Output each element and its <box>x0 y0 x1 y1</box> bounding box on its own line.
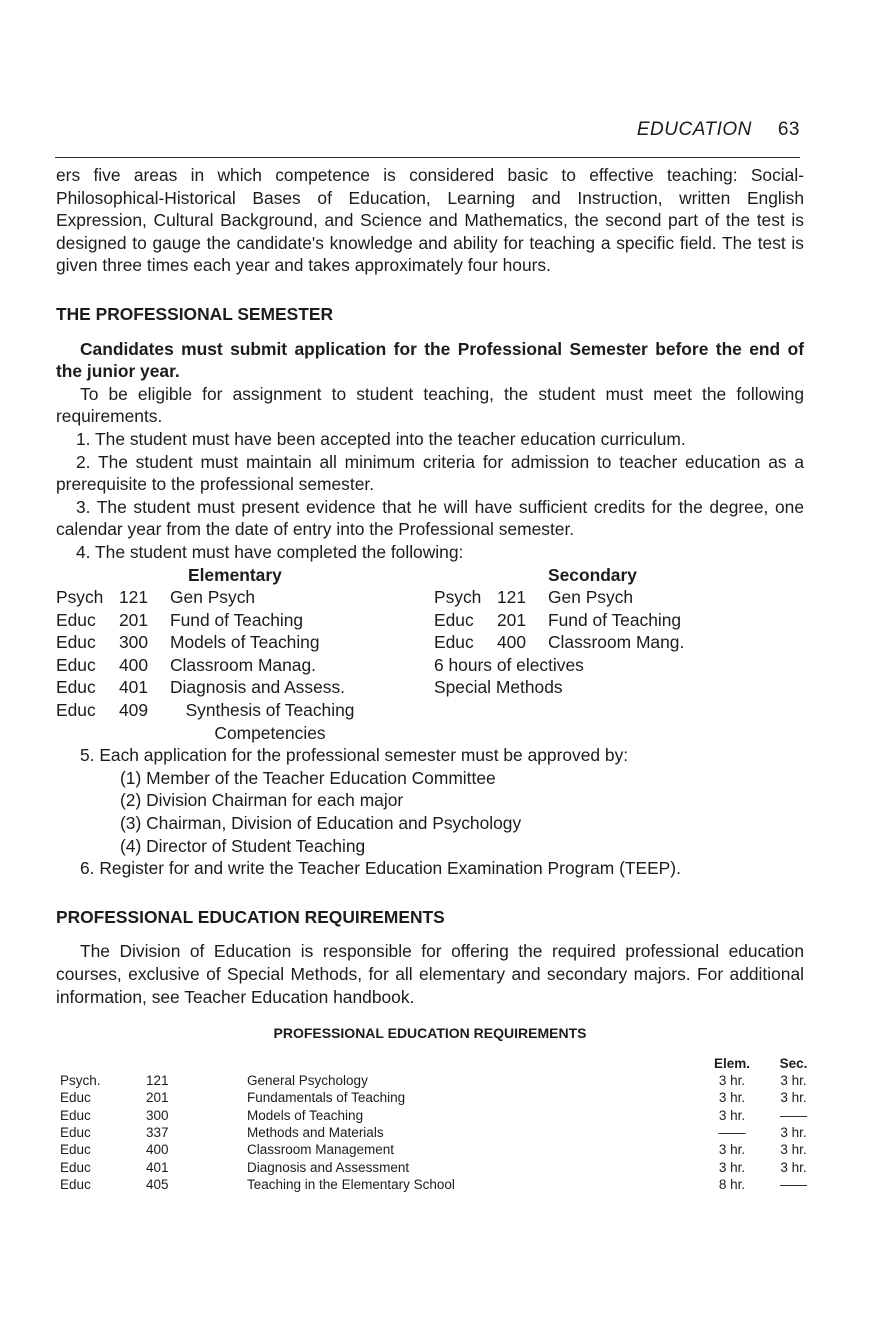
course-dept: Educ <box>434 632 474 653</box>
row-elem: 3 hr. <box>718 1073 746 1089</box>
course-dept: Educ <box>56 654 96 675</box>
row-dept: Educ <box>60 1124 91 1140</box>
approvers-list <box>56 767 804 857</box>
professional-education-heading: PROFESSIONAL EDUCATION REQUIREMENTS <box>56 906 445 927</box>
course-num: 121 <box>497 587 527 608</box>
course-row <box>56 586 434 609</box>
step-six: 6. Register for and write the Teacher Education Examination Program (TEEP). <box>80 858 681 879</box>
course-dept: Psych <box>56 587 104 608</box>
elementary-label: Elementary <box>188 564 282 585</box>
application-note: Candidates must submit application for the Professional Semester before the end of the junior year. <box>56 338 804 382</box>
course-row <box>434 654 804 677</box>
course-row <box>56 631 434 654</box>
row-elem: 8 hr. <box>718 1176 746 1192</box>
approver-item: (4) Director of Student Teaching <box>120 835 366 856</box>
intro-paragraph: ers five areas in which competence is considered basic to effective teaching: Social-Philosophical-Historical Bases of Education, Learning and Instruction, written English Expression, Cultural Background, and Science and Mathematics, the second part of the test is designed to gauge the candidate's knowledge and ability for teaching a specific field. The test is given three times each year and takes approximately four hours. <box>56 165 804 276</box>
row-dept: Educ <box>60 1090 91 1106</box>
table-row <box>60 1124 820 1141</box>
row-sec: —— <box>780 1107 807 1123</box>
course-title: Models of Teaching <box>170 632 320 653</box>
row-sec: —— <box>780 1176 807 1192</box>
row-title: Fundamentals of Teaching <box>247 1090 406 1106</box>
row-num: 400 <box>146 1142 169 1158</box>
course-note: Special Methods <box>434 677 563 698</box>
row-elem: 3 hr. <box>718 1159 746 1175</box>
row-sec: 3 hr. <box>780 1124 807 1140</box>
course-row <box>434 609 804 632</box>
approver-item: (1) Member of the Teacher Education Committee <box>120 767 496 788</box>
course-num: 401 <box>119 677 149 698</box>
row-num: 201 <box>146 1090 169 1106</box>
professional-semester-heading: THE PROFESSIONAL SEMESTER <box>56 303 334 324</box>
row-title: Models of Teaching <box>247 1107 364 1123</box>
approval-intro: 5. Each application for the professional semester must be approved by: <box>80 745 629 766</box>
requirement-item: 1. The student must have been accepted into the teacher education curriculum. <box>76 428 686 449</box>
table-row <box>60 1089 820 1106</box>
table-row <box>60 1072 820 1089</box>
table-header-row <box>60 1055 820 1072</box>
approver-item: (3) Chairman, Division of Education and Psychology <box>120 813 522 834</box>
course-num: 201 <box>497 609 527 630</box>
row-sec: 3 hr. <box>780 1159 807 1175</box>
row-elem: 3 hr. <box>718 1142 746 1158</box>
row-num: 405 <box>146 1176 169 1192</box>
row-dept: Educ <box>60 1159 91 1175</box>
section-title: EDUCATION <box>636 119 752 140</box>
course-dept: Educ <box>56 632 96 653</box>
course-note: 6 hours of electives <box>434 654 584 675</box>
row-dept: Psych. <box>60 1073 101 1089</box>
header-rule <box>55 157 800 158</box>
course-row <box>56 609 434 632</box>
row-sec: 3 hr. <box>780 1090 807 1106</box>
row-dept: Educ <box>60 1176 91 1192</box>
table-row <box>60 1141 820 1158</box>
table-row <box>60 1107 820 1124</box>
course-row <box>434 586 804 609</box>
row-title: General Psychology <box>247 1073 368 1089</box>
course-row <box>434 676 804 699</box>
course-columns <box>56 564 804 745</box>
col-sec-header: Sec. <box>779 1055 808 1071</box>
secondary-label: Secondary <box>548 564 637 585</box>
secondary-column <box>434 564 804 745</box>
course-num: 121 <box>119 587 149 608</box>
course-dept: Psych <box>434 587 482 608</box>
course-dept: Educ <box>56 609 96 630</box>
requirements-table-block <box>56 1022 808 1193</box>
col-elem-header: Elem. <box>713 1055 751 1071</box>
table-title: PROFESSIONAL EDUCATION REQUIREMENTS <box>273 1025 587 1042</box>
elementary-column <box>56 564 434 745</box>
course-dept: Educ <box>434 609 474 630</box>
course-title: Diagnosis and Assess. <box>170 677 345 698</box>
row-num: 401 <box>146 1159 169 1175</box>
table-row <box>60 1176 820 1193</box>
course-title: Fund of Teaching <box>548 609 682 630</box>
requirements-list <box>56 428 804 564</box>
course-row <box>56 654 434 677</box>
row-title: Classroom Management <box>247 1142 395 1158</box>
professional-education-paragraph: The Division of Education is responsible for offering the required professional education courses, exclusive of Special Methods, for all elementary and secondary majors. For additional information, see Teacher Education handbook. <box>56 941 804 1007</box>
requirement-item: 2. The student must maintain all minimum criteria for admission to teacher education as a prerequisite to the professional semester. <box>56 451 804 495</box>
course-dept: Educ <box>56 677 96 698</box>
requirement-item: 3. The student must present evidence that he will have sufficient credits for the degree, one calendar year from the date of entry into the Professional semester. <box>56 496 804 540</box>
course-title: Gen Psych <box>548 587 634 608</box>
table-row <box>60 1159 820 1176</box>
row-dept: Educ <box>60 1107 91 1123</box>
course-dept: Educ <box>56 700 96 721</box>
row-elem: —— <box>718 1124 746 1140</box>
course-num: 409 <box>119 700 149 721</box>
row-elem: 3 hr. <box>718 1090 746 1106</box>
row-title: Diagnosis and Assessment <box>247 1159 410 1175</box>
course-title: Classroom Mang. <box>548 632 685 653</box>
course-title: Fund of Teaching <box>170 609 304 630</box>
course-row <box>56 699 434 744</box>
page-number: 63 <box>777 119 800 140</box>
row-num: 337 <box>146 1124 169 1140</box>
requirement-item: 4. The student must have completed the following: <box>76 541 464 562</box>
course-num: 400 <box>119 654 149 675</box>
course-title: Synthesis of Teaching Competencies <box>185 700 355 743</box>
running-header <box>58 119 800 141</box>
approver-item: (2) Division Chairman for each major <box>120 790 404 811</box>
course-title: Gen Psych <box>170 587 256 608</box>
row-dept: Educ <box>60 1142 91 1158</box>
course-title: Classroom Manag. <box>170 654 316 675</box>
row-title: Teaching in the Elementary School <box>247 1176 455 1192</box>
row-elem: 3 hr. <box>718 1107 746 1123</box>
row-num: 300 <box>146 1107 169 1123</box>
course-row <box>434 631 804 654</box>
requirements-table <box>60 1055 820 1193</box>
page-content <box>56 164 808 1193</box>
eligibility-paragraph: To be eligible for assignment to student teaching, the student must meet the following requirements. <box>56 383 804 427</box>
course-num: 300 <box>119 632 149 653</box>
course-num: 201 <box>119 609 149 630</box>
row-sec: 3 hr. <box>780 1142 807 1158</box>
row-num: 121 <box>146 1073 169 1089</box>
course-num: 400 <box>497 632 527 653</box>
course-row <box>56 676 434 699</box>
row-sec: 3 hr. <box>780 1073 807 1089</box>
row-title: Methods and Materials <box>247 1124 384 1140</box>
